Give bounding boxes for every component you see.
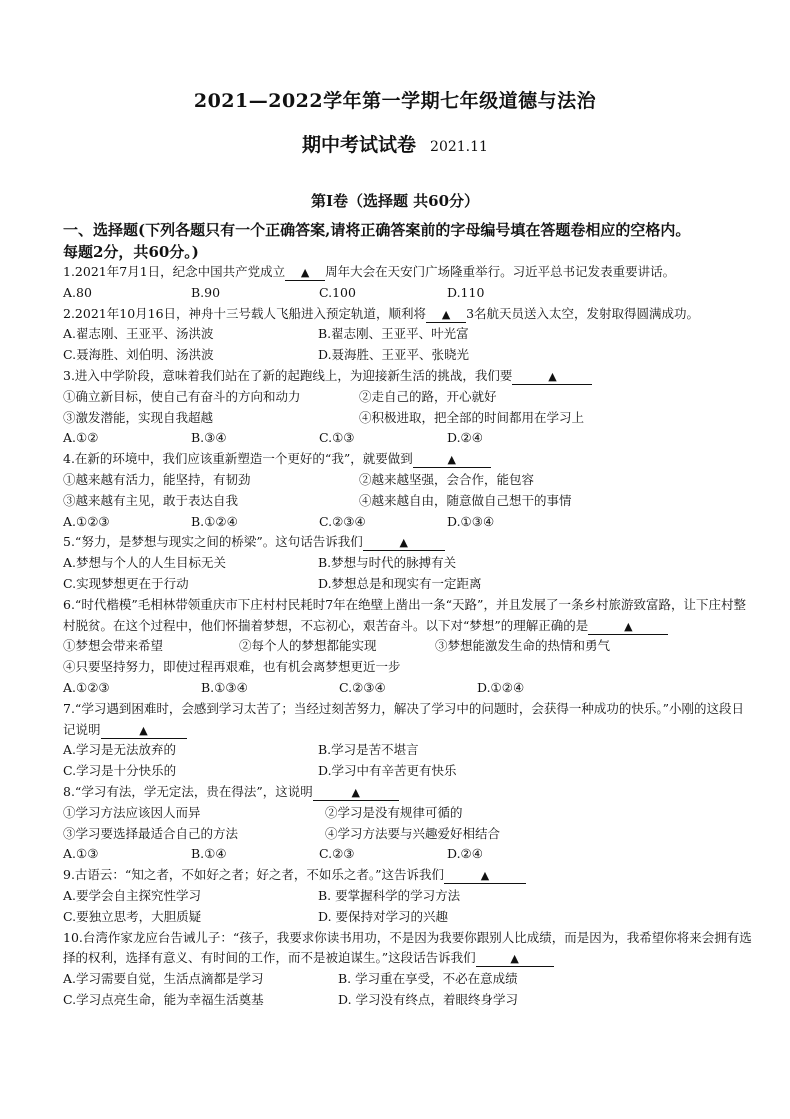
statements-4-row1 bbox=[63, 470, 753, 491]
option-d: D.①③④ bbox=[447, 513, 495, 529]
option-a: A.80 bbox=[63, 284, 92, 300]
question-10: 10.台湾作家龙应台告诫儿子：“孩子，我要求你读书用功，不是因为我要你跟别人比成绩，而是因为，我希望你将来会拥有选择的权利，选择有意义、有时间的工作，而不是被迫谋生。”这段话告诉我们 ▲ bbox=[63, 929, 752, 966]
statement-3: ③越来越有主见，敢于表达自我 bbox=[63, 492, 239, 508]
options-10-row2 bbox=[63, 990, 753, 1011]
option-d: D.①②④ bbox=[477, 679, 525, 695]
option-b: B.翟志刚、王亚平、叶光富 bbox=[318, 326, 469, 342]
option-b: B.①②④ bbox=[191, 513, 238, 529]
question-9: 9.古语云：“知之者，不如好之者；好之者，不如乐之者。”这告诉我们 ▲ bbox=[63, 865, 753, 886]
answer-blank: ▲ bbox=[512, 370, 592, 385]
option-b: B.90 bbox=[191, 284, 221, 300]
part-title: 第Ⅰ卷（选择题 共60分） bbox=[310, 192, 480, 210]
option-d: D.110 bbox=[447, 284, 485, 300]
option-c: C.学习点亮生命，能为幸福生活奠基 bbox=[63, 991, 264, 1007]
option-c: C.100 bbox=[319, 284, 356, 300]
section-instruction-line2: 每题2分，共60分。) bbox=[63, 243, 199, 261]
option-b: B.①④ bbox=[191, 846, 227, 862]
statement-3: ③学习要选择最适合自己的方法 bbox=[63, 825, 239, 841]
option-d: D.②④ bbox=[447, 430, 483, 446]
statements-8-row2 bbox=[63, 824, 753, 845]
answer-blank: ▲ bbox=[444, 869, 526, 884]
question-7: 7.“学习遇到困难时，会感到学习太苦了；当经过刻苦努力，解决了学习中的问题时，会获得一种成功的快乐。”小刚的这段日记说明 ▲ bbox=[63, 700, 744, 737]
statement-1: ①越来越有活力，能坚持，有韧劲 bbox=[63, 471, 251, 487]
question-2: 2.2021年10月16日，神舟十三号载人飞船进入预定轨道，顺利将 ▲ 3名航天员送入太空，发射取得圆满成功。 bbox=[63, 305, 700, 321]
statements-3-row1 bbox=[63, 387, 753, 408]
statement-1: ①梦想会带来希望 bbox=[63, 638, 164, 654]
option-b: B.学习是苦不堪言 bbox=[318, 742, 419, 758]
option-a: A.学习需要自觉，生活点滴都是学习 bbox=[63, 971, 264, 987]
option-b: B.①③④ bbox=[201, 679, 248, 695]
option-a: A.①②③ bbox=[63, 679, 110, 695]
statements-6-row2 bbox=[63, 657, 753, 678]
option-b: B. 学习重在享受，不必在意成绩 bbox=[338, 971, 518, 987]
question-1: 1.2021年7月1日，纪念中国共产党成立 ▲ 周年大会在天安门广场隆重举行。习近平总书记发表重要讲话。 bbox=[63, 264, 676, 279]
option-c: C.①③ bbox=[319, 430, 355, 446]
options-8 bbox=[63, 844, 753, 865]
options-7-row1 bbox=[63, 740, 753, 761]
options-4 bbox=[63, 512, 753, 533]
statement-2: ②走自己的路，开心就好 bbox=[359, 388, 497, 404]
question-6: 6.“时代楷模”毛相林带领重庆市下庄村村民耗时7年在绝壁上凿出一条“天路”，并且发展了一条乡村旅游致富路，让下庄村整村脱贫。在这个过程中，他们怀揣着梦想，不忘初心，艰苦奋斗。以下对“梦想”的理解正确的是 ▲ bbox=[63, 596, 746, 633]
option-c: C.学习是十分快乐的 bbox=[63, 763, 177, 779]
option-a: A.①② bbox=[63, 430, 99, 446]
question-3: 3.进入中学阶段，意味着我们站在了新的起跑线上，为迎接新生活的挑战，我们要 ▲ bbox=[63, 366, 753, 387]
option-b: B. 要掌握科学的学习方法 bbox=[318, 887, 461, 903]
options-10-row1 bbox=[63, 969, 753, 990]
option-c: C.要独立思考，大胆质疑 bbox=[63, 908, 202, 924]
option-a: A.梦想与个人的人生目标无关 bbox=[63, 555, 227, 571]
options-7-row2 bbox=[63, 761, 753, 782]
options-2-row1 bbox=[63, 324, 753, 345]
option-c: C.②③④ bbox=[319, 513, 366, 529]
statement-1: ①确立新目标，使自己有奋斗的方向和动力 bbox=[63, 388, 301, 404]
answer-blank: ▲ bbox=[413, 453, 491, 468]
question-4: 4.在新的环境中，我们应该重新塑造一个更好的“我”，就要做到 ▲ bbox=[63, 449, 753, 470]
option-a: A.①②③ bbox=[63, 513, 110, 529]
option-a: A.要学会自主探究性学习 bbox=[63, 887, 202, 903]
statement-4: ④越来越自由，随意做自己想干的事情 bbox=[359, 492, 572, 508]
statement-3: ③激发潜能，实现自我超越 bbox=[63, 409, 214, 425]
answer-blank: ▲ bbox=[101, 724, 187, 739]
answer-blank: ▲ bbox=[363, 536, 445, 551]
option-d: D.②④ bbox=[447, 846, 483, 862]
statement-4: ④积极进取，把全部的时间都用在学习上 bbox=[359, 409, 585, 425]
option-c: C.聂海胜、刘伯明、汤洪波 bbox=[63, 347, 214, 363]
answer-blank: ▲ bbox=[426, 308, 466, 323]
statement-4: ④学习方法要与兴趣爱好相结合 bbox=[325, 825, 501, 841]
option-b: B.梦想与时代的脉搏有关 bbox=[318, 555, 457, 571]
answer-blank: ▲ bbox=[313, 786, 399, 801]
statement-1: ①学习方法应该因人而异 bbox=[63, 804, 201, 820]
statements-6-row1 bbox=[63, 636, 753, 657]
exam-date: 2021.11 bbox=[430, 139, 488, 155]
option-b: B.③④ bbox=[191, 430, 227, 446]
exam-subtitle-text: 期中考试试卷 bbox=[302, 134, 417, 156]
options-6 bbox=[63, 678, 753, 699]
statement-4: ④只要坚持努力，即使过程再艰难，也有机会离梦想更近一步 bbox=[63, 659, 401, 675]
option-a: A.学习是无法放弃的 bbox=[63, 742, 177, 758]
statement-2: ②学习是没有规律可循的 bbox=[325, 804, 463, 820]
options-5-row1 bbox=[63, 553, 753, 574]
exam-subtitle bbox=[0, 130, 790, 157]
section-instruction-line1: 一、选择题(下列各题只有一个正确答案,请将正确答案前的字母编号填在答题卷相应的空格内。 bbox=[63, 221, 691, 239]
option-c: C.②③④ bbox=[339, 679, 386, 695]
option-a: A.①③ bbox=[63, 846, 99, 862]
options-9-row1 bbox=[63, 886, 753, 907]
option-d: D.聂海胜、王亚平、张晓光 bbox=[318, 347, 470, 363]
option-c: C.实现梦想更在于行动 bbox=[63, 575, 189, 591]
statement-3: ③梦想能激发生命的热情和勇气 bbox=[435, 638, 611, 654]
option-d: D. 要保持对学习的兴趣 bbox=[318, 908, 449, 924]
question-list bbox=[63, 262, 753, 1011]
statements-4-row2 bbox=[63, 491, 753, 512]
question-8: 8.“学习有法，学无定法，贵在得法”，这说明 ▲ bbox=[63, 782, 753, 803]
option-d: D. 学习没有终点，着眼终身学习 bbox=[338, 991, 519, 1007]
option-d: D.梦想总是和现实有一定距离 bbox=[318, 575, 482, 591]
answer-blank: ▲ bbox=[588, 620, 668, 635]
options-3 bbox=[63, 428, 753, 449]
statement-2: ②越来越坚强，会合作，能包容 bbox=[359, 471, 535, 487]
options-1 bbox=[63, 283, 753, 304]
options-2-row2 bbox=[63, 345, 753, 366]
answer-blank: ▲ bbox=[285, 266, 325, 281]
statements-3-row2 bbox=[63, 408, 753, 429]
options-9-row2 bbox=[63, 907, 753, 928]
question-5: 5.“努力，是梦想与现实之间的桥梁”。这句话告诉我们 ▲ bbox=[63, 532, 753, 553]
option-a: A.翟志刚、王亚平、汤洪波 bbox=[63, 326, 214, 342]
option-d: D.学习中有辛苦更有快乐 bbox=[318, 763, 457, 779]
options-5-row2 bbox=[63, 574, 753, 595]
statement-2: ②每个人的梦想都能实现 bbox=[239, 638, 377, 654]
option-c: C.②③ bbox=[319, 846, 355, 862]
exam-title: 2021—2022学年第一学期七年级道德与法治 bbox=[193, 90, 597, 112]
answer-blank: ▲ bbox=[476, 952, 554, 967]
statements-8-row1 bbox=[63, 803, 753, 824]
